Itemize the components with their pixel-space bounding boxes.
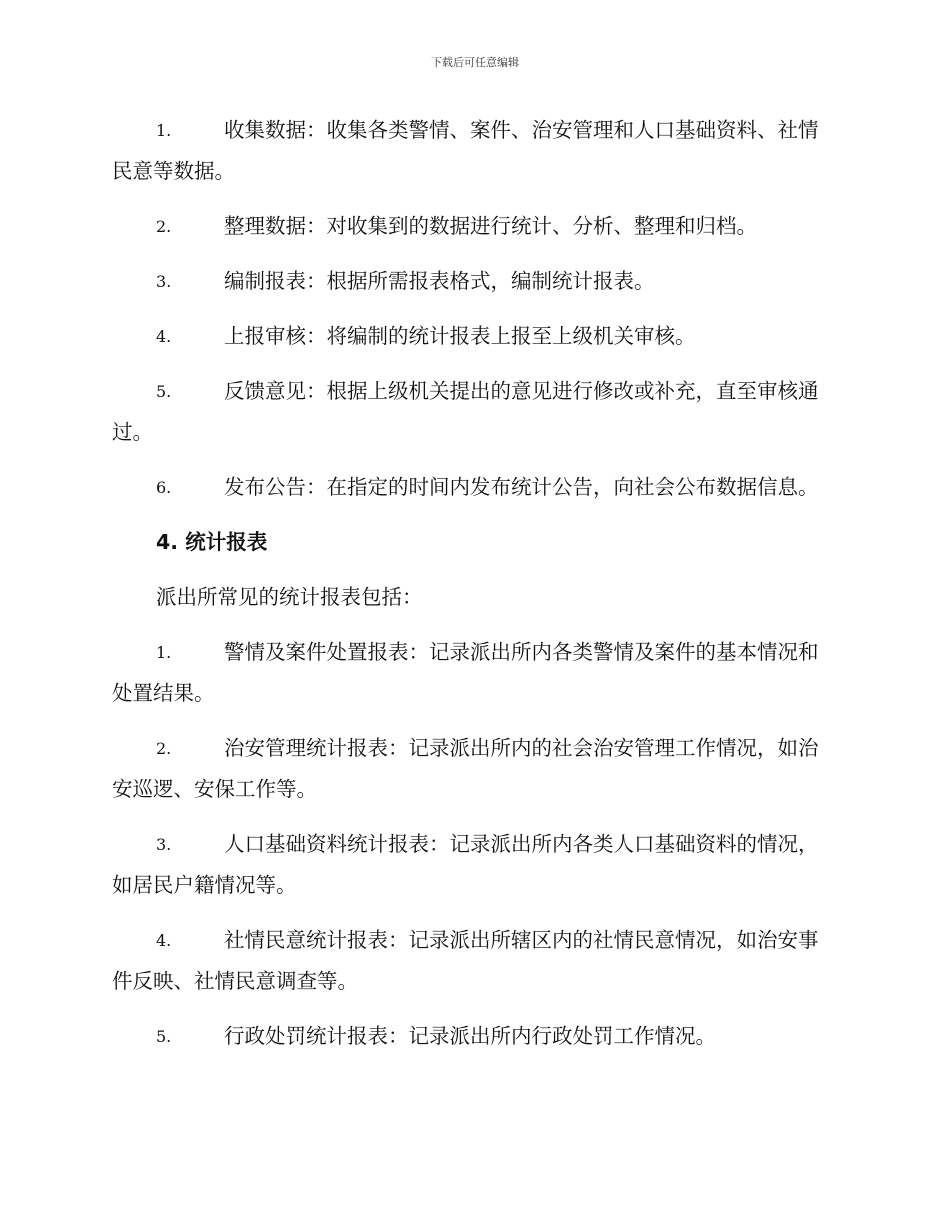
list-item xyxy=(112,632,834,714)
list-number: 3. xyxy=(156,272,172,291)
list-number: 2. xyxy=(156,739,172,758)
section-intro: 派出所常见的统计报表包括： xyxy=(156,585,423,609)
list-number: 2. xyxy=(156,217,172,236)
list-text: 发布公告：在指定的时间内发布统计公告，向社会公布数据信息。 xyxy=(224,475,819,499)
list-text: 社情民意统计报表：记录派出所辖区内的社情民意情况，如治安事件反映、社情民意调查等。 xyxy=(112,928,819,993)
list-text: 警情及案件处置报表：记录派出所内各类警情及案件的基本情况和处置结果。 xyxy=(112,640,819,705)
list-item xyxy=(112,261,834,302)
list-item xyxy=(112,920,834,1002)
list-number: 4. xyxy=(156,931,172,950)
list-item xyxy=(112,110,834,192)
document-body xyxy=(112,110,834,1071)
list-text: 整理数据：对收集到的数据进行统计、分析、整理和归档。 xyxy=(224,214,757,238)
list-number: 4. xyxy=(156,327,172,346)
list-item xyxy=(112,316,834,357)
section-heading: 4. 统计报表 xyxy=(156,530,268,554)
list-number: 5. xyxy=(156,1027,172,1046)
list-item xyxy=(112,467,834,508)
list-item xyxy=(112,824,834,906)
list-number: 6. xyxy=(156,478,172,497)
list-text: 上报审核：将编制的统计报表上报至上级机关审核。 xyxy=(224,324,696,348)
list-text: 人口基础资料统计报表：记录派出所内各类人口基础资料的情况，如居民户籍情况等。 xyxy=(112,832,819,897)
list-text: 编制报表：根据所需报表格式，编制统计报表。 xyxy=(224,269,655,293)
list-number: 1. xyxy=(156,121,172,140)
page-header: 下载后可任意编辑 xyxy=(431,56,519,69)
list-number: 5. xyxy=(156,382,172,401)
list-text: 收集数据：收集各类警情、案件、治安管理和人口基础资料、社情民意等数据。 xyxy=(112,118,819,183)
list-number: 1. xyxy=(156,643,172,662)
list-item xyxy=(112,728,834,810)
list-text: 行政处罚统计报表：记录派出所内行政处罚工作情况。 xyxy=(224,1024,716,1048)
list-item xyxy=(112,206,834,247)
list-item xyxy=(112,1016,834,1057)
list-number: 3. xyxy=(156,835,172,854)
list-item xyxy=(112,371,834,453)
list-text: 治安管理统计报表：记录派出所内的社会治安管理工作情况，如治安巡逻、安保工作等。 xyxy=(112,736,819,801)
list-text: 反馈意见：根据上级机关提出的意见进行修改或补充，直至审核通过。 xyxy=(112,379,819,444)
